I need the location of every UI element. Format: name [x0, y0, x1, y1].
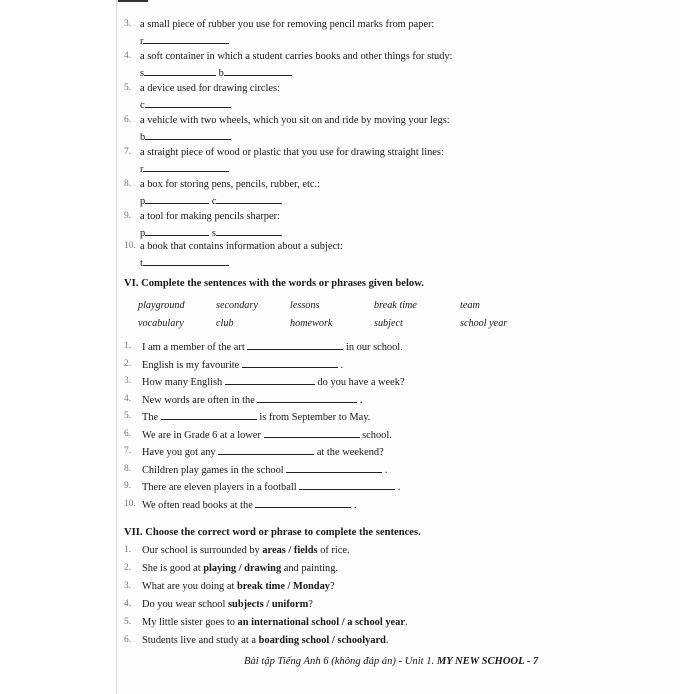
- sentence: [142, 580, 335, 593]
- sentence-end: of rice.: [317, 545, 350, 556]
- sentence: [142, 410, 370, 424]
- item-number: 8.: [124, 179, 132, 189]
- item-prompt: a small piece of rubber you use for removing pencil marks from paper:: [140, 19, 435, 30]
- word-bank-item: playground: [138, 300, 185, 311]
- item-number: 1.: [124, 545, 132, 555]
- item-prompt: a soft container in which a student carries books and other things for study:: [140, 51, 453, 62]
- answer-line: [140, 256, 229, 270]
- sentence: [142, 480, 400, 494]
- answer-initial: p: [140, 196, 146, 207]
- item-number: 6.: [124, 635, 132, 645]
- answer-blank[interactable]: [143, 34, 229, 44]
- answer-initial: t: [140, 258, 143, 269]
- section-7-heading: VII. Choose the correct word or phrase to complete the sentences.: [124, 527, 421, 538]
- sentence: [142, 340, 403, 354]
- answer-blank[interactable]: [143, 256, 229, 266]
- sentence-end: at the weekend?: [316, 447, 384, 458]
- page-margin-right: [680, 0, 694, 694]
- sentence-start: My little sister goes to: [142, 617, 238, 628]
- sentence-end: in our school.: [345, 342, 403, 353]
- item-number: 9.: [124, 211, 132, 221]
- item-number: 9.: [124, 481, 132, 491]
- item-number: 6.: [124, 428, 132, 439]
- answer-line: [140, 66, 292, 80]
- word-bank-item: break time: [374, 300, 417, 311]
- page-edge-line: [116, 0, 117, 694]
- word-bank-item: homework: [290, 318, 333, 329]
- sentence-start: English is my favourite: [142, 359, 240, 371]
- word-bank-item: lessons: [290, 300, 320, 311]
- sentence-start: Our school is surrounded by: [142, 545, 263, 556]
- choice-options[interactable]: subjects / uniform: [228, 599, 309, 610]
- answer-initial: r: [140, 36, 144, 47]
- item-number: 5.: [124, 411, 132, 421]
- item-number: 3.: [124, 581, 132, 591]
- item-number: 8.: [124, 463, 132, 474]
- answer-blank[interactable]: [286, 463, 382, 473]
- answer-initial: p: [140, 228, 146, 239]
- word-bank-item: school year: [460, 318, 508, 329]
- answer-line: [140, 226, 282, 240]
- page-footer: [244, 656, 538, 667]
- item-number: 1.: [124, 341, 132, 351]
- answer-blank[interactable]: [264, 428, 360, 438]
- answer-blank[interactable]: [218, 445, 314, 455]
- item-number: 4.: [124, 51, 132, 61]
- answer-initial: r: [140, 164, 144, 175]
- footer-text: Bài tập Tiếng Anh 6 (không đáp án) - Unit 1.: [244, 656, 437, 667]
- sentence: [142, 445, 384, 459]
- sentence-end: .: [384, 464, 388, 476]
- footer-page-number: - 7: [524, 656, 539, 667]
- section-6-heading: VI. Complete the sentences with the words or phrases given below.: [124, 278, 424, 289]
- sentence: [142, 393, 363, 407]
- sentence-end: ?: [329, 581, 335, 592]
- answer-blank[interactable]: [225, 375, 315, 385]
- word-bank-item: club: [216, 318, 234, 329]
- sentence: [142, 634, 389, 647]
- sentence-end: .: [354, 499, 357, 511]
- item-prompt: a vehicle with two wheels, which you sit on and ride by moving your legs:: [140, 115, 450, 126]
- word-bank-item: subject: [374, 318, 403, 329]
- sentence-start: She is good at: [142, 563, 204, 574]
- sentence-start: I am a member of the art: [142, 342, 245, 353]
- sentence-start: Have you got any: [142, 447, 216, 458]
- item-prompt: a tool for making pencils sharper:: [140, 211, 280, 222]
- sentence-end: .: [360, 394, 363, 406]
- sentence: [142, 544, 350, 557]
- item-number: 5.: [124, 83, 132, 93]
- sentence-start: We are in Grade 6 at a lower: [142, 429, 261, 441]
- answer-line: [140, 130, 231, 144]
- sentence-end: .: [385, 635, 389, 646]
- item-number: 4.: [124, 393, 132, 404]
- sentence: [142, 428, 392, 442]
- answer-blank[interactable]: [144, 66, 216, 76]
- item-number: 3.: [124, 376, 132, 386]
- sentence-end: ?: [308, 599, 313, 610]
- item-prompt: a book that contains information about a subject:: [140, 241, 343, 252]
- sentence-start: What are you doing at: [142, 581, 237, 592]
- item-prompt: a box for storing pens, pencils, rubber, etc.:: [140, 179, 320, 190]
- answer-initial: b: [218, 68, 224, 79]
- item-number: 7.: [124, 446, 132, 456]
- answer-blank[interactable]: [216, 194, 282, 204]
- answer-initial: s: [140, 68, 145, 79]
- answer-blank[interactable]: [145, 130, 231, 140]
- sentence: [142, 375, 405, 389]
- item-number: 2.: [124, 563, 132, 573]
- answer-initial: b: [140, 132, 146, 143]
- answer-blank[interactable]: [242, 358, 338, 368]
- sentence-start: The: [142, 412, 159, 423]
- choice-options[interactable]: an international school / a school year: [237, 617, 405, 628]
- answer-blank[interactable]: [145, 194, 209, 204]
- choice-options[interactable]: playing / drawing: [203, 563, 282, 574]
- sentence-end: is from September to May.: [259, 412, 371, 423]
- sentence: [142, 498, 357, 512]
- sentence-end: .: [404, 617, 408, 628]
- item-number: 10.: [124, 241, 136, 251]
- sentence-end: .: [397, 482, 401, 493]
- item-number: 2.: [124, 358, 132, 369]
- answer-blank[interactable]: [247, 340, 343, 350]
- sentence-start: Students live and study at a: [142, 635, 259, 646]
- sentence: [142, 358, 343, 372]
- top-rule: [118, 0, 148, 2]
- answer-line: [140, 98, 231, 112]
- sentence-start: There are eleven players in a football: [142, 482, 297, 493]
- sentence: [142, 463, 388, 477]
- answer-blank[interactable]: [216, 226, 282, 236]
- answer-blank[interactable]: [145, 226, 209, 236]
- answer-blank[interactable]: [143, 162, 229, 172]
- answer-initial: c: [140, 100, 145, 111]
- answer-initial: s: [211, 228, 216, 239]
- page-margin-left: [0, 0, 116, 694]
- answer-blank[interactable]: [257, 393, 357, 403]
- item-number: 6.: [124, 115, 132, 125]
- sentence-start: Children play games in the school: [142, 464, 284, 476]
- item-number: 3.: [124, 19, 132, 29]
- word-bank-item: team: [460, 300, 480, 311]
- choice-options[interactable]: boarding school / schoolyard: [258, 635, 386, 646]
- answer-blank[interactable]: [255, 498, 351, 508]
- item-number: 10.: [124, 498, 136, 509]
- item-number: 7.: [124, 147, 132, 157]
- sentence-start: We often read books at the: [142, 499, 253, 511]
- answer-blank[interactable]: [161, 410, 257, 420]
- item-prompt: a straight piece of wood or plastic that you use for drawing straight lines:: [140, 147, 444, 158]
- sentence-end: and painting.: [281, 563, 338, 574]
- sentence: [142, 562, 338, 575]
- sentence-end: .: [340, 359, 344, 371]
- sentence: [142, 616, 408, 629]
- sentence-start: How many English: [142, 377, 223, 388]
- sentence: [142, 598, 313, 611]
- answer-line: [140, 34, 229, 48]
- item-number: 5.: [124, 617, 132, 627]
- answer-initial: c: [211, 196, 217, 207]
- item-prompt: a device used for drawing circles:: [140, 83, 280, 94]
- answer-line: [140, 162, 229, 176]
- sentence-end: school.: [362, 429, 392, 441]
- answer-blank[interactable]: [299, 480, 395, 490]
- choice-options[interactable]: areas / fields: [262, 545, 318, 556]
- item-number: 4.: [124, 599, 132, 609]
- answer-blank[interactable]: [224, 66, 292, 76]
- footer-unit: MY NEW SCHOOL: [436, 656, 525, 667]
- word-bank-item: secondary: [216, 300, 258, 311]
- sentence-end: do you have a week?: [317, 377, 405, 388]
- choice-options[interactable]: break time / Monday: [236, 581, 330, 592]
- sentence-start: Do you wear school: [142, 599, 228, 610]
- answer-line: [140, 194, 282, 208]
- answer-blank[interactable]: [145, 98, 231, 108]
- word-bank-item: vocabulary: [138, 318, 184, 329]
- sentence-start: New words are often in the: [142, 394, 255, 406]
